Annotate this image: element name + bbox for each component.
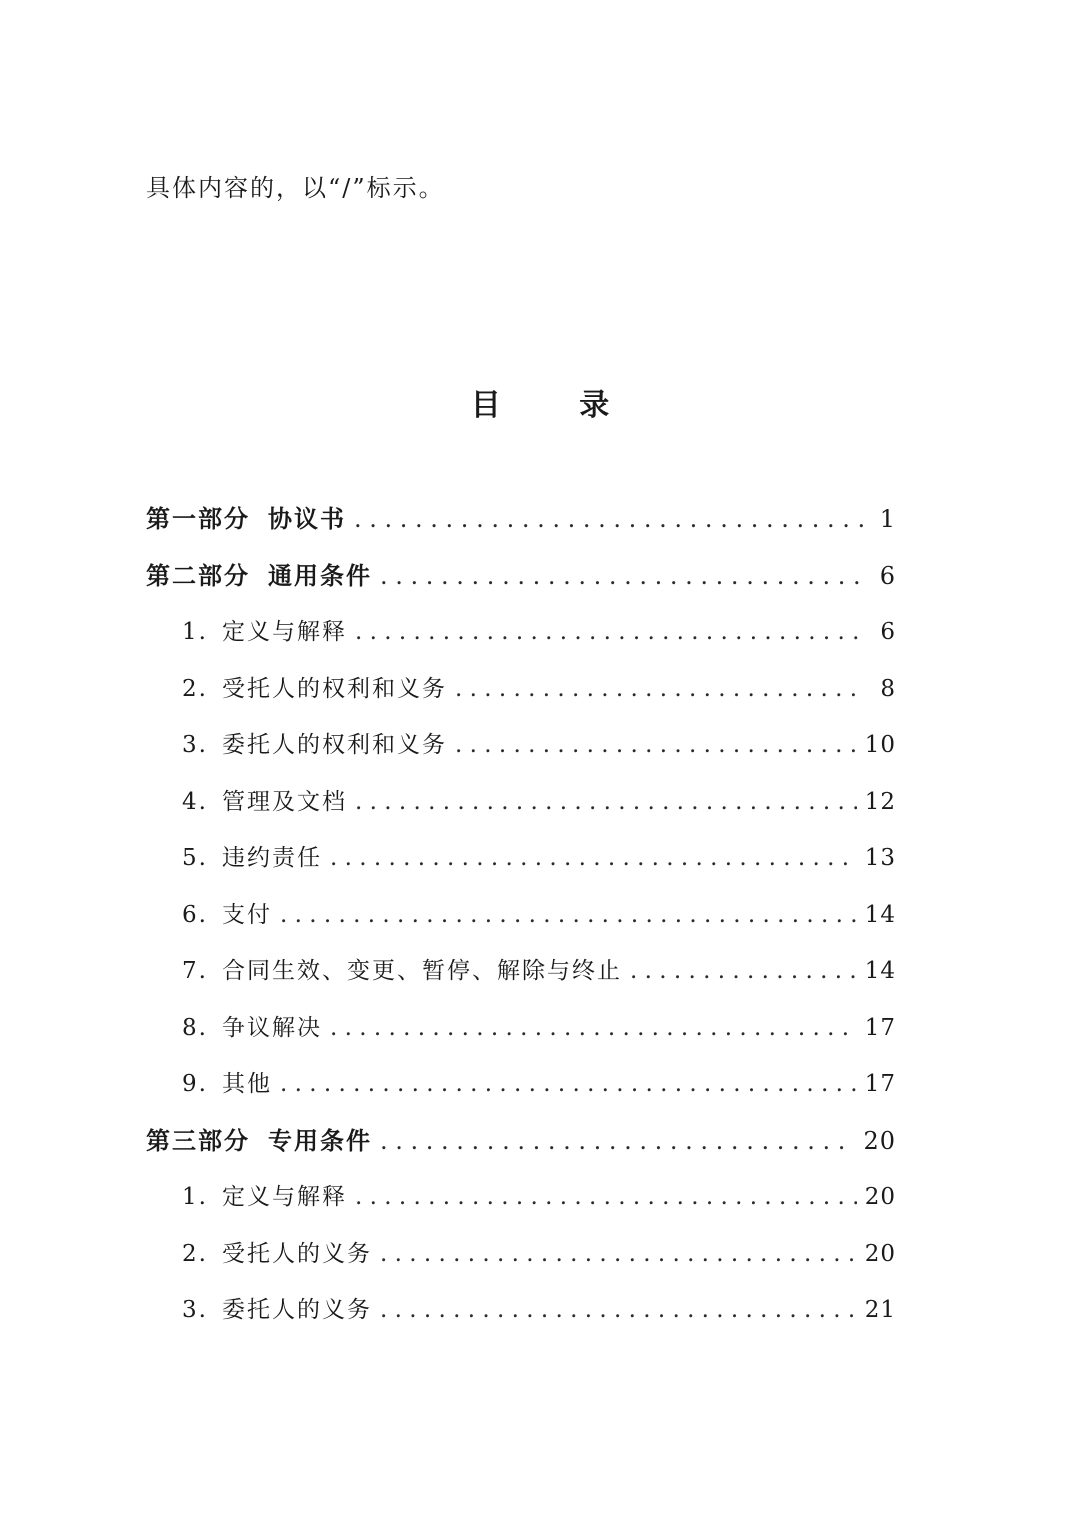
- toc-entry-label: 受托人的义务: [222, 1240, 372, 1267]
- toc-leader-dots: [280, 893, 857, 937]
- toc-entry[interactable]: [146, 1062, 896, 1119]
- toc-entry-number: 1.: [182, 619, 208, 645]
- toc-entry-number: 9.: [182, 1071, 208, 1097]
- toc-entry-page: 8: [880, 675, 896, 702]
- toc-entry-page: 13: [864, 845, 896, 871]
- toc-entry-number: 2.: [182, 675, 208, 702]
- toc-entry-label: 管理及文档: [222, 788, 347, 815]
- toc-leader-dots: [280, 1062, 857, 1106]
- toc-entry[interactable]: [146, 780, 896, 837]
- intro-paragraph: 具体内容的，以“/”标示。: [146, 174, 445, 202]
- toc-entry-label: 违约责任: [222, 845, 322, 871]
- toc-leader-dots: [354, 497, 866, 541]
- toc-entry-label: 委托人的义务: [222, 1297, 372, 1323]
- toc-leader-dots: [355, 1175, 857, 1219]
- toc-entry[interactable]: [146, 497, 896, 554]
- toc-entry-label: 定义与解释: [222, 619, 347, 645]
- toc-entry-number: 4.: [182, 788, 208, 815]
- toc-leader-dots: [330, 1006, 857, 1050]
- toc-leader-dots: [355, 780, 857, 824]
- toc-entry-number: 第二部分: [146, 560, 250, 590]
- toc-entry-number: 8.: [182, 1014, 208, 1041]
- toc-entry-number: 3.: [182, 1297, 208, 1323]
- toc-entry-page: 20: [863, 1126, 896, 1155]
- toc-entry-page: 17: [864, 1071, 896, 1097]
- toc-leader-dots: [380, 1119, 855, 1163]
- toc-leader-dots: [455, 667, 866, 711]
- toc-leader-dots: [455, 723, 857, 767]
- toc-entry[interactable]: [146, 1119, 896, 1176]
- toc-entry[interactable]: [146, 893, 896, 950]
- toc-entry-page: 21: [864, 1297, 896, 1323]
- toc-entry-page: 20: [864, 1184, 896, 1210]
- toc-entry-number: 6.: [182, 901, 208, 928]
- toc-entry[interactable]: [146, 610, 896, 667]
- toc-leader-dots: [355, 610, 866, 654]
- toc-entry-number: 第一部分: [146, 504, 250, 533]
- toc-entry-label: 专用条件: [268, 1125, 372, 1155]
- toc-entry-label: 受托人的权利和义务: [222, 675, 447, 702]
- toc-entry-page: 14: [864, 958, 896, 984]
- toc-leader-dots: [630, 949, 857, 993]
- table-of-contents: [146, 497, 896, 1345]
- toc-entry-number: 5.: [182, 845, 208, 871]
- toc-entry-number: 第三部分: [146, 1125, 250, 1155]
- toc-entry-label: 其他: [222, 1071, 272, 1097]
- toc-entry-page: 6: [879, 561, 896, 590]
- toc-entry-label: 支付: [222, 901, 272, 928]
- toc-entry[interactable]: [146, 1175, 896, 1232]
- toc-leader-dots: [380, 1232, 857, 1276]
- toc-title: 目 录: [470, 388, 644, 423]
- toc-entry[interactable]: [146, 836, 896, 893]
- toc-leader-dots: [380, 1288, 857, 1332]
- toc-entry[interactable]: [146, 667, 896, 724]
- toc-entry-number: 3.: [182, 732, 208, 758]
- toc-entry[interactable]: [146, 723, 896, 780]
- toc-entry-label: 争议解决: [222, 1014, 322, 1041]
- toc-entry-label: 委托人的权利和义务: [222, 732, 447, 758]
- toc-entry-page: 10: [864, 732, 896, 758]
- toc-leader-dots: [380, 554, 866, 598]
- toc-entry-page: 6: [880, 619, 896, 645]
- toc-leader-dots: [330, 836, 857, 880]
- toc-entry-page: 20: [864, 1240, 896, 1267]
- toc-entry[interactable]: [146, 554, 896, 611]
- toc-entry-page: 17: [864, 1014, 896, 1041]
- toc-entry-page: 1: [879, 505, 896, 533]
- toc-entry-page: 14: [864, 901, 896, 928]
- toc-entry-number: 7.: [182, 958, 208, 984]
- toc-entry-label: 合同生效、变更、暂停、解除与终止: [222, 958, 622, 984]
- toc-entry[interactable]: [146, 949, 896, 1006]
- toc-entry-label: 协议书: [268, 504, 346, 533]
- toc-entry-label: 定义与解释: [222, 1184, 347, 1210]
- toc-entry[interactable]: [146, 1006, 896, 1063]
- toc-entry[interactable]: [146, 1232, 896, 1289]
- toc-entry-number: 1.: [182, 1184, 208, 1210]
- toc-entry-number: 2.: [182, 1240, 208, 1267]
- toc-entry[interactable]: [146, 1288, 896, 1345]
- toc-entry-page: 12: [864, 788, 896, 815]
- toc-entry-label: 通用条件: [268, 560, 372, 590]
